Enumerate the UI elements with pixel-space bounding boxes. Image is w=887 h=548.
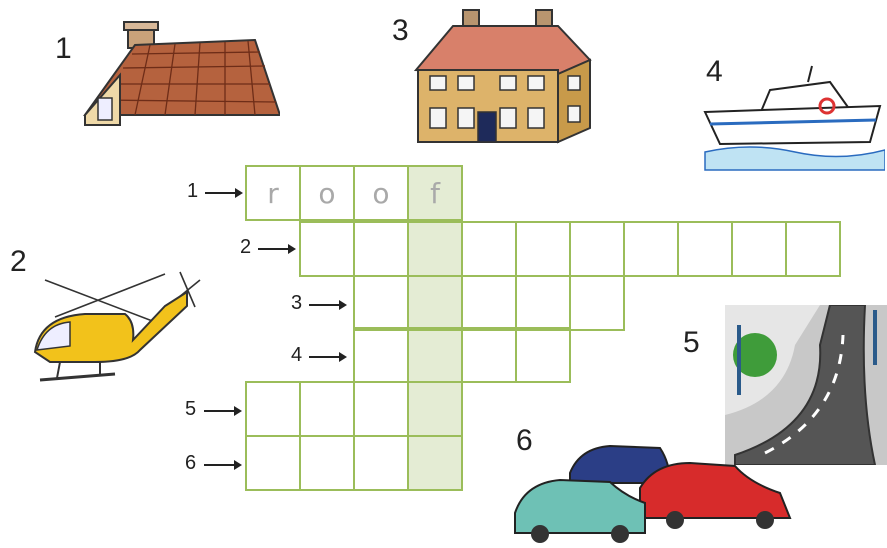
clue-arrow-4 bbox=[309, 350, 347, 364]
grid-cell[interactable] bbox=[354, 382, 408, 436]
grid-cell[interactable] bbox=[246, 436, 300, 490]
clue-number-3: 3 bbox=[291, 292, 303, 314]
grid-cell[interactable] bbox=[786, 222, 840, 276]
clue-arrow-6 bbox=[204, 458, 242, 472]
grid-cell[interactable] bbox=[354, 222, 408, 276]
clue-number-4: 4 bbox=[291, 344, 303, 366]
grid-cell[interactable] bbox=[246, 382, 300, 436]
picture-number-6: 6 bbox=[516, 424, 533, 457]
grid-cell[interactable] bbox=[570, 222, 624, 276]
grid-cell[interactable] bbox=[354, 436, 408, 490]
picture-number-3: 3 bbox=[392, 14, 409, 47]
grid-cell[interactable] bbox=[570, 276, 624, 330]
sample-letter: o bbox=[318, 177, 336, 210]
grid-cell[interactable] bbox=[516, 222, 570, 276]
grid-cell[interactable] bbox=[300, 382, 354, 436]
picture-number-1: 1 bbox=[55, 32, 72, 65]
grid-cell[interactable] bbox=[624, 222, 678, 276]
sample-letter: o bbox=[372, 177, 390, 210]
clue-arrow-2 bbox=[258, 242, 296, 256]
clue-arrow-5 bbox=[204, 404, 242, 418]
clue-number-6: 6 bbox=[185, 452, 197, 474]
sample-letter: r bbox=[267, 177, 279, 210]
grid-cell[interactable] bbox=[462, 276, 516, 330]
clue-number-1: 1 bbox=[187, 180, 199, 202]
grid-cell[interactable] bbox=[732, 222, 786, 276]
grid-cell[interactable] bbox=[516, 328, 570, 382]
grid-cell[interactable] bbox=[300, 222, 354, 276]
grid-cell[interactable] bbox=[678, 222, 732, 276]
picture-number-2: 2 bbox=[10, 245, 27, 278]
grid-cell[interactable] bbox=[462, 222, 516, 276]
clue-number-5: 5 bbox=[185, 398, 197, 420]
picture-number-5: 5 bbox=[683, 326, 700, 359]
grid-cell[interactable] bbox=[516, 276, 570, 330]
grid-cell[interactable] bbox=[462, 328, 516, 382]
picture-number-4: 4 bbox=[706, 55, 723, 88]
grid-cell[interactable] bbox=[300, 436, 354, 490]
clue-arrow-3 bbox=[309, 298, 347, 312]
sample-letter: f bbox=[430, 177, 440, 210]
grid-cell[interactable] bbox=[354, 276, 408, 330]
clue-arrow-1 bbox=[205, 186, 243, 200]
grid-cell[interactable] bbox=[354, 328, 408, 382]
clue-number-2: 2 bbox=[240, 236, 252, 258]
